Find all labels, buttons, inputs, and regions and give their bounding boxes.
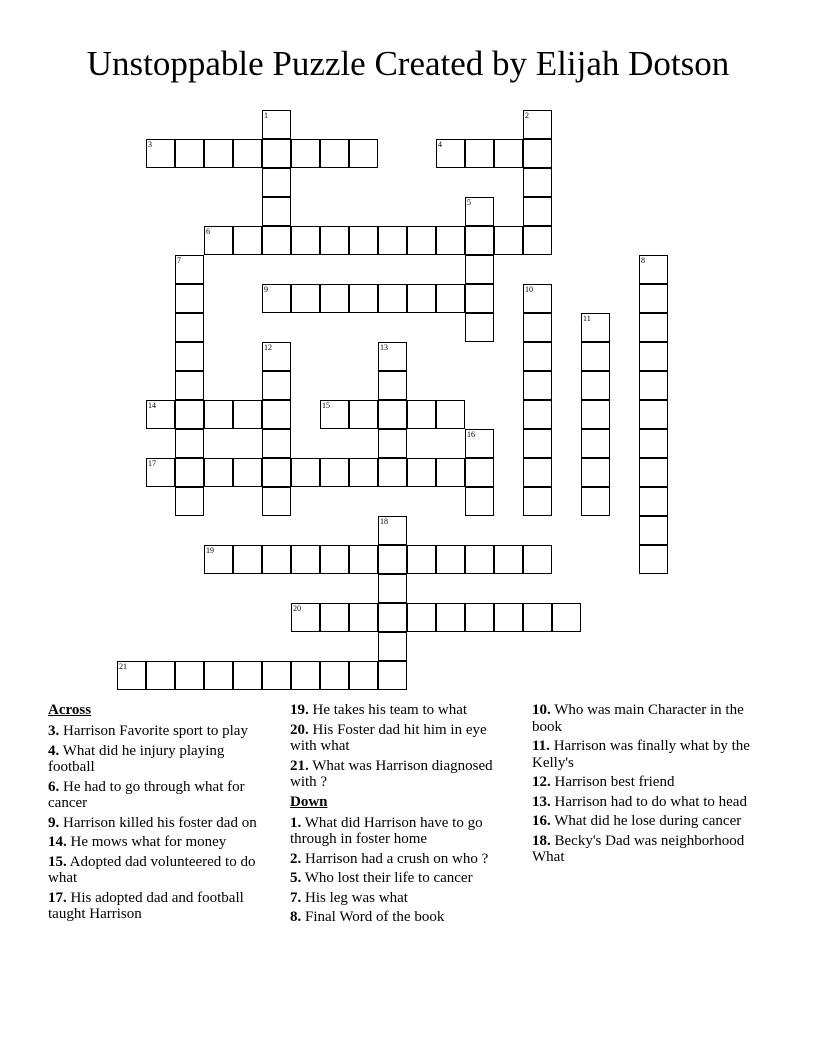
grid-cell[interactable] [639, 458, 668, 487]
cell-number: 1 [264, 111, 268, 120]
grid-cell[interactable] [523, 545, 552, 574]
clue-text: Adopted dad volunteered to do what [48, 853, 256, 886]
clue-text: Harrison killed his foster dad on [59, 814, 257, 831]
clue-number: 5. [290, 870, 302, 886]
grid-cell[interactable] [349, 139, 378, 168]
grid-cell[interactable] [349, 603, 378, 632]
grid-cell[interactable] [639, 429, 668, 458]
grid-cell[interactable] [146, 458, 175, 487]
grid-cell[interactable] [378, 632, 407, 661]
clue-number: 4. [48, 742, 60, 759]
grid-cell[interactable] [581, 429, 610, 458]
grid-cell[interactable] [233, 661, 262, 690]
grid-cell[interactable] [262, 371, 291, 400]
clue-text: Harrison Favorite sport to play [59, 723, 248, 739]
clue-text: He had to go through what for cancer [48, 778, 245, 811]
grid-cell[interactable] [262, 661, 291, 690]
grid-cell[interactable] [378, 574, 407, 603]
grid-cell[interactable] [204, 139, 233, 168]
grid-cell[interactable] [436, 400, 465, 429]
grid-cell[interactable] [581, 400, 610, 429]
grid-cell[interactable] [407, 545, 436, 574]
grid-cell[interactable] [378, 429, 407, 458]
grid-cell[interactable] [639, 400, 668, 429]
clue-number: 21. [290, 757, 309, 774]
grid-cell[interactable] [407, 226, 436, 255]
down-clue [290, 870, 516, 887]
grid-cell[interactable] [262, 168, 291, 197]
grid-cell[interactable] [581, 458, 610, 487]
clue-number: 3. [48, 723, 60, 739]
grid-cell[interactable] [291, 661, 320, 690]
clue-text: What did Harrison have to go through in foster home [290, 814, 483, 847]
grid-cell[interactable] [349, 226, 378, 255]
grid-cell[interactable] [320, 284, 349, 313]
clue-number: 8. [290, 909, 302, 925]
clue-number: 17. [48, 889, 67, 906]
clue-text: Final Word of the book [301, 909, 445, 925]
down-heading: Down [290, 793, 328, 810]
clue-number: 7. [290, 889, 302, 906]
grid-cell[interactable] [262, 342, 291, 371]
grid-cell[interactable] [465, 139, 494, 168]
grid-cell[interactable] [523, 226, 552, 255]
grid-cell[interactable] [523, 313, 552, 342]
clue-column-3 [532, 702, 758, 869]
cell-number: 8 [641, 256, 645, 265]
grid-cell[interactable] [175, 313, 204, 342]
clue-number: 15. [48, 853, 67, 870]
clue-number: 11. [532, 738, 550, 754]
grid-cell[interactable] [639, 342, 668, 371]
clue-number: 2. [290, 850, 302, 867]
grid-cell[interactable] [523, 110, 552, 139]
clue-text: He takes his team to what [308, 702, 468, 718]
across-clue [48, 834, 274, 851]
cell-number: 13 [380, 343, 388, 352]
grid-cell[interactable] [494, 603, 523, 632]
down-clue [532, 833, 758, 866]
grid-cell[interactable] [262, 487, 291, 516]
grid-cell[interactable] [175, 429, 204, 458]
clue-text: Becky's Dad was neighborhood What [532, 832, 745, 865]
grid-cell[interactable] [407, 284, 436, 313]
clue-text: He mows what for money [66, 834, 227, 850]
grid-cell[interactable] [320, 603, 349, 632]
grid-cell[interactable] [494, 545, 523, 574]
grid-cell[interactable] [320, 400, 349, 429]
cell-number: 14 [148, 401, 156, 410]
grid-cell[interactable] [523, 400, 552, 429]
cell-number: 12 [264, 343, 272, 352]
grid-cell[interactable] [262, 197, 291, 226]
grid-cell[interactable] [407, 400, 436, 429]
down-clue [290, 851, 516, 868]
grid-cell[interactable] [436, 545, 465, 574]
clue-text: Harrison was finally what by the Kelly's [532, 738, 750, 771]
cell-number: 10 [525, 285, 533, 294]
grid-cell[interactable] [407, 603, 436, 632]
clue-number: 1. [290, 814, 302, 831]
grid-cell[interactable] [523, 371, 552, 400]
grid-cell[interactable] [204, 226, 233, 255]
clue-number: 18. [532, 832, 551, 849]
grid-cell[interactable] [465, 458, 494, 487]
grid-cell[interactable] [262, 139, 291, 168]
down-clue [290, 890, 516, 907]
grid-cell[interactable] [523, 429, 552, 458]
across-clue [48, 815, 274, 832]
grid-cell[interactable] [175, 255, 204, 284]
grid-cell[interactable] [320, 226, 349, 255]
grid-cell[interactable] [146, 400, 175, 429]
grid-cell[interactable] [291, 603, 320, 632]
grid-cell[interactable] [465, 545, 494, 574]
grid-cell[interactable] [291, 458, 320, 487]
grid-cell[interactable] [349, 400, 378, 429]
cell-number: 4 [438, 140, 442, 149]
grid-cell[interactable] [175, 371, 204, 400]
cell-number: 6 [206, 227, 210, 236]
grid-cell[interactable] [204, 661, 233, 690]
clue-column-2 [290, 702, 516, 929]
grid-cell[interactable] [465, 255, 494, 284]
grid-cell[interactable] [523, 603, 552, 632]
grid-cell[interactable] [465, 226, 494, 255]
across-clue [48, 723, 274, 740]
clue-column-1 [48, 702, 274, 926]
clue-text: Who lost their life to cancer [301, 870, 473, 886]
grid-cell[interactable] [378, 661, 407, 690]
grid-cell[interactable] [523, 284, 552, 313]
grid-cell[interactable] [523, 168, 552, 197]
across-clue [48, 890, 274, 923]
grid-cell[interactable] [320, 545, 349, 574]
clue-text: His adopted dad and football taught Harrison [48, 889, 244, 922]
across-clue [290, 702, 516, 719]
clue-text: Harrison had to do what to head [550, 793, 747, 810]
grid-cell[interactable] [349, 284, 378, 313]
cell-number: 18 [380, 517, 388, 526]
grid-cell[interactable] [320, 661, 349, 690]
grid-cell[interactable] [349, 661, 378, 690]
grid-cell[interactable] [175, 458, 204, 487]
clue-text: What was Harrison diagnosed with ? [290, 757, 493, 790]
grid-cell[interactable] [639, 371, 668, 400]
grid-cell[interactable] [233, 458, 262, 487]
grid-cell[interactable] [233, 226, 262, 255]
cell-number: 17 [148, 459, 156, 468]
grid-cell[interactable] [262, 458, 291, 487]
grid-cell[interactable] [494, 226, 523, 255]
clue-number: 12. [532, 774, 551, 790]
cell-number: 19 [206, 546, 214, 555]
clue-number: 13. [532, 793, 551, 810]
clue-number: 19. [290, 702, 309, 718]
down-clue [290, 815, 516, 848]
grid-cell[interactable] [378, 284, 407, 313]
grid-cell[interactable] [204, 458, 233, 487]
grid-cell[interactable] [233, 400, 262, 429]
grid-cell[interactable] [581, 487, 610, 516]
grid-cell[interactable] [117, 661, 146, 690]
across-clue [290, 758, 516, 791]
grid-cell[interactable] [581, 313, 610, 342]
grid-cell[interactable] [523, 139, 552, 168]
puzzle-title: Unstoppable Puzzle Created by Elijah Dotson [86, 44, 730, 83]
across-clue [48, 854, 274, 887]
cell-number: 21 [119, 662, 127, 671]
grid-cell[interactable] [175, 661, 204, 690]
grid-cell[interactable] [378, 400, 407, 429]
grid-cell[interactable] [378, 545, 407, 574]
grid-cell[interactable] [581, 342, 610, 371]
grid-cell[interactable] [523, 342, 552, 371]
grid-cell[interactable] [349, 545, 378, 574]
grid-cell[interactable] [494, 139, 523, 168]
grid-cell[interactable] [639, 516, 668, 545]
down-clue [532, 813, 758, 830]
grid-cell[interactable] [436, 284, 465, 313]
clue-text: Harrison best friend [550, 774, 675, 790]
grid-cell[interactable] [465, 603, 494, 632]
clue-text: Who was main Character in the book [532, 702, 744, 735]
grid-cell[interactable] [262, 110, 291, 139]
grid-cell[interactable] [436, 226, 465, 255]
clue-number: 9. [48, 814, 60, 831]
grid-cell[interactable] [204, 400, 233, 429]
grid-cell[interactable] [378, 342, 407, 371]
clue-number: 20. [290, 721, 309, 738]
clue-number: 10. [532, 702, 551, 718]
grid-cell[interactable] [291, 545, 320, 574]
grid-cell[interactable] [552, 603, 581, 632]
grid-cell[interactable] [378, 516, 407, 545]
grid-cell[interactable] [436, 139, 465, 168]
cell-number: 20 [293, 604, 301, 613]
cell-number: 9 [264, 285, 268, 294]
grid-cell[interactable] [175, 284, 204, 313]
clue-number: 6. [48, 778, 60, 795]
grid-cell[interactable] [146, 139, 175, 168]
grid-cell[interactable] [291, 139, 320, 168]
grid-cell[interactable] [465, 429, 494, 458]
grid-cell[interactable] [465, 487, 494, 516]
grid-cell[interactable] [175, 139, 204, 168]
grid-cell[interactable] [639, 487, 668, 516]
grid-cell[interactable] [320, 139, 349, 168]
down-clue [532, 774, 758, 791]
grid-cell[interactable] [233, 545, 262, 574]
grid-cell[interactable] [378, 458, 407, 487]
clue-text: His Foster dad hit him in eye with what [290, 721, 487, 754]
cell-number: 11 [583, 314, 591, 323]
clue-text: Harrison had a crush on who ? [301, 850, 489, 867]
grid-cell[interactable] [523, 458, 552, 487]
grid-cell[interactable] [465, 284, 494, 313]
grid-cell[interactable] [175, 400, 204, 429]
grid-cell[interactable] [465, 197, 494, 226]
clue-number: 14. [48, 834, 67, 850]
cell-number: 7 [177, 256, 181, 265]
across-clue [290, 722, 516, 755]
grid-cell[interactable] [581, 371, 610, 400]
grid-cell[interactable] [262, 226, 291, 255]
grid-cell[interactable] [233, 139, 262, 168]
cell-number: 16 [467, 430, 475, 439]
grid-cell[interactable] [291, 284, 320, 313]
grid-cell[interactable] [204, 545, 233, 574]
grid-cell[interactable] [262, 400, 291, 429]
grid-cell[interactable] [378, 371, 407, 400]
grid-cell[interactable] [639, 313, 668, 342]
grid-cell[interactable] [523, 487, 552, 516]
across-clue [48, 743, 274, 776]
grid-cell[interactable] [378, 603, 407, 632]
cell-number: 15 [322, 401, 330, 410]
grid-cell[interactable] [262, 545, 291, 574]
clue-text: What did he injury playing football [48, 742, 225, 775]
grid-cell[interactable] [639, 545, 668, 574]
cell-number: 3 [148, 140, 152, 149]
clue-text: His leg was what [301, 889, 408, 906]
grid-cell[interactable] [175, 487, 204, 516]
grid-cell[interactable] [262, 429, 291, 458]
clue-number: 16. [532, 813, 551, 829]
grid-cell[interactable] [262, 284, 291, 313]
grid-cell[interactable] [436, 458, 465, 487]
across-clue [48, 779, 274, 812]
grid-cell[interactable] [349, 458, 378, 487]
down-clue [532, 794, 758, 811]
grid-cell[interactable] [465, 313, 494, 342]
across-heading: Across [48, 702, 92, 718]
grid-cell[interactable] [291, 226, 320, 255]
grid-cell[interactable] [378, 226, 407, 255]
clue-text: What did he lose during cancer [550, 813, 742, 829]
grid-cell[interactable] [436, 603, 465, 632]
down-clue [532, 702, 758, 735]
down-clue [532, 738, 758, 771]
grid-cell[interactable] [320, 458, 349, 487]
cell-number: 5 [467, 198, 471, 207]
cell-number: 2 [525, 111, 529, 120]
grid-cell[interactable] [639, 255, 668, 284]
grid-cell[interactable] [175, 342, 204, 371]
grid-cell[interactable] [407, 458, 436, 487]
grid-cell[interactable] [639, 284, 668, 313]
grid-cell[interactable] [146, 661, 175, 690]
grid-cell[interactable] [523, 197, 552, 226]
down-clue [290, 909, 516, 926]
